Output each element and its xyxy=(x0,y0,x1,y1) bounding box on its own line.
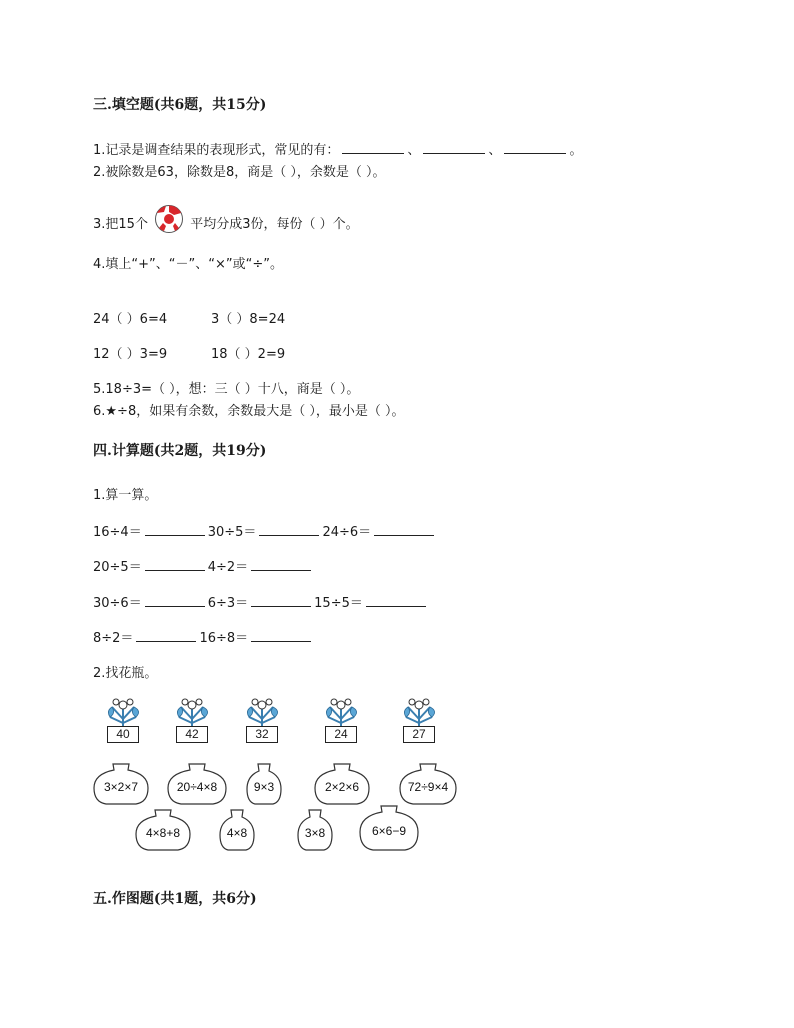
flower-icon xyxy=(243,697,283,729)
vase-expression: 4×8+8 xyxy=(145,826,181,840)
vase[interactable] xyxy=(218,808,256,852)
calc-expression: 16÷8＝ xyxy=(199,631,249,646)
section4-title: 四.计算题(共2题，共19分) xyxy=(93,443,267,459)
answer-blank[interactable] xyxy=(423,141,485,154)
equation: 18（ ）2=9 xyxy=(211,347,286,362)
section3-title: 三.填空题(共6题，共15分) xyxy=(93,97,267,113)
answer-blank[interactable] xyxy=(342,141,404,154)
equation: 12（ ）3=9 xyxy=(93,347,168,362)
flower-card xyxy=(400,697,440,747)
question-1-text: 1.记录是调查结果的表现形式，常见的有： xyxy=(93,143,340,158)
vase[interactable] xyxy=(134,808,192,852)
flower-card xyxy=(173,697,213,747)
question-3-after: 平均分成3份，每份（ ）个。 xyxy=(190,217,359,232)
vase-expression: 3×8 xyxy=(304,826,326,840)
vase[interactable] xyxy=(245,762,283,806)
calc-expression: 16÷4＝ xyxy=(93,525,142,540)
calc-expression: 30÷6＝ xyxy=(93,596,142,611)
section5-title: 五.作图题(共1题，共6分) xyxy=(93,891,257,907)
vase[interactable] xyxy=(296,808,334,852)
flower-card xyxy=(243,697,283,747)
calc-expression: 6÷3＝ xyxy=(207,596,249,611)
calc-expression: 15÷5＝ xyxy=(314,596,363,611)
question-5: 5.18÷3=（ ），想：三（ ）十八，商是（ ）。 xyxy=(93,382,360,397)
flower-icon xyxy=(104,697,144,729)
flower-icon xyxy=(322,697,362,729)
vase-expression: 3×2×7 xyxy=(103,780,139,794)
flower-number: 40 xyxy=(107,726,139,743)
vase[interactable] xyxy=(358,804,420,852)
vase[interactable] xyxy=(92,762,150,806)
calc-row xyxy=(93,592,429,611)
flower-number: 32 xyxy=(246,726,278,743)
answer-blank[interactable] xyxy=(251,558,311,571)
calc-question-title: 1.算一算。 xyxy=(93,488,158,503)
answer-blank[interactable] xyxy=(251,629,311,642)
vase-expression: 6×6−9 xyxy=(371,824,407,838)
soccer-ball-icon xyxy=(154,204,184,234)
flower-icon xyxy=(400,697,440,729)
calc-expression: 30÷5＝ xyxy=(207,525,257,540)
answer-blank[interactable] xyxy=(145,594,205,607)
question-2: 2.被除数是63，除数是8，商是（ ），余数是（ ）。 xyxy=(93,165,386,180)
question-3-before: 3.把15个 xyxy=(93,217,148,232)
find-vase-title: 2.找花瓶。 xyxy=(93,666,158,681)
vase-expression: 20÷4×8 xyxy=(176,780,218,794)
equation: 24（ ）6=4 xyxy=(93,312,168,327)
question-1 xyxy=(93,139,582,158)
answer-blank[interactable] xyxy=(504,141,566,154)
flower-icon xyxy=(173,697,213,729)
calc-row xyxy=(93,521,437,540)
flower-number: 42 xyxy=(176,726,208,743)
calc-expression: 24÷6＝ xyxy=(322,525,372,540)
vase-expression: 4×8 xyxy=(226,826,248,840)
answer-blank[interactable] xyxy=(374,523,434,536)
flower-number: 27 xyxy=(403,726,435,743)
calc-expression: 4÷2＝ xyxy=(207,560,249,575)
question-3 xyxy=(93,213,359,234)
question-4: 4.填上“+”、“－”、“×”或“÷”。 xyxy=(93,257,283,272)
calc-row xyxy=(93,556,314,575)
calc-expression: 20÷5＝ xyxy=(93,560,142,575)
answer-blank[interactable] xyxy=(366,594,426,607)
separator: 、 xyxy=(407,143,421,158)
vase[interactable] xyxy=(313,762,371,806)
vase-expression: 9×3 xyxy=(253,780,275,794)
answer-blank[interactable] xyxy=(251,594,311,607)
calc-row xyxy=(93,627,314,646)
equation: 3（ ）8=24 xyxy=(211,312,286,327)
calc-expression: 8÷2＝ xyxy=(93,631,134,646)
question-6: 6.★÷8，如果有余数，余数最大是（ ），最小是（ ）。 xyxy=(93,404,405,419)
answer-blank[interactable] xyxy=(145,558,205,571)
flower-card xyxy=(104,697,144,747)
flower-card xyxy=(322,697,362,747)
vase-expression: 2×2×6 xyxy=(324,780,360,794)
flower-number: 24 xyxy=(325,726,357,743)
period: 。 xyxy=(569,143,583,158)
answer-blank[interactable] xyxy=(259,523,319,536)
answer-blank[interactable] xyxy=(136,629,196,642)
separator: 、 xyxy=(488,143,502,158)
vase[interactable] xyxy=(398,762,458,806)
vase[interactable] xyxy=(166,762,228,806)
vase-expression: 72÷9×4 xyxy=(407,780,449,794)
answer-blank[interactable] xyxy=(145,523,205,536)
